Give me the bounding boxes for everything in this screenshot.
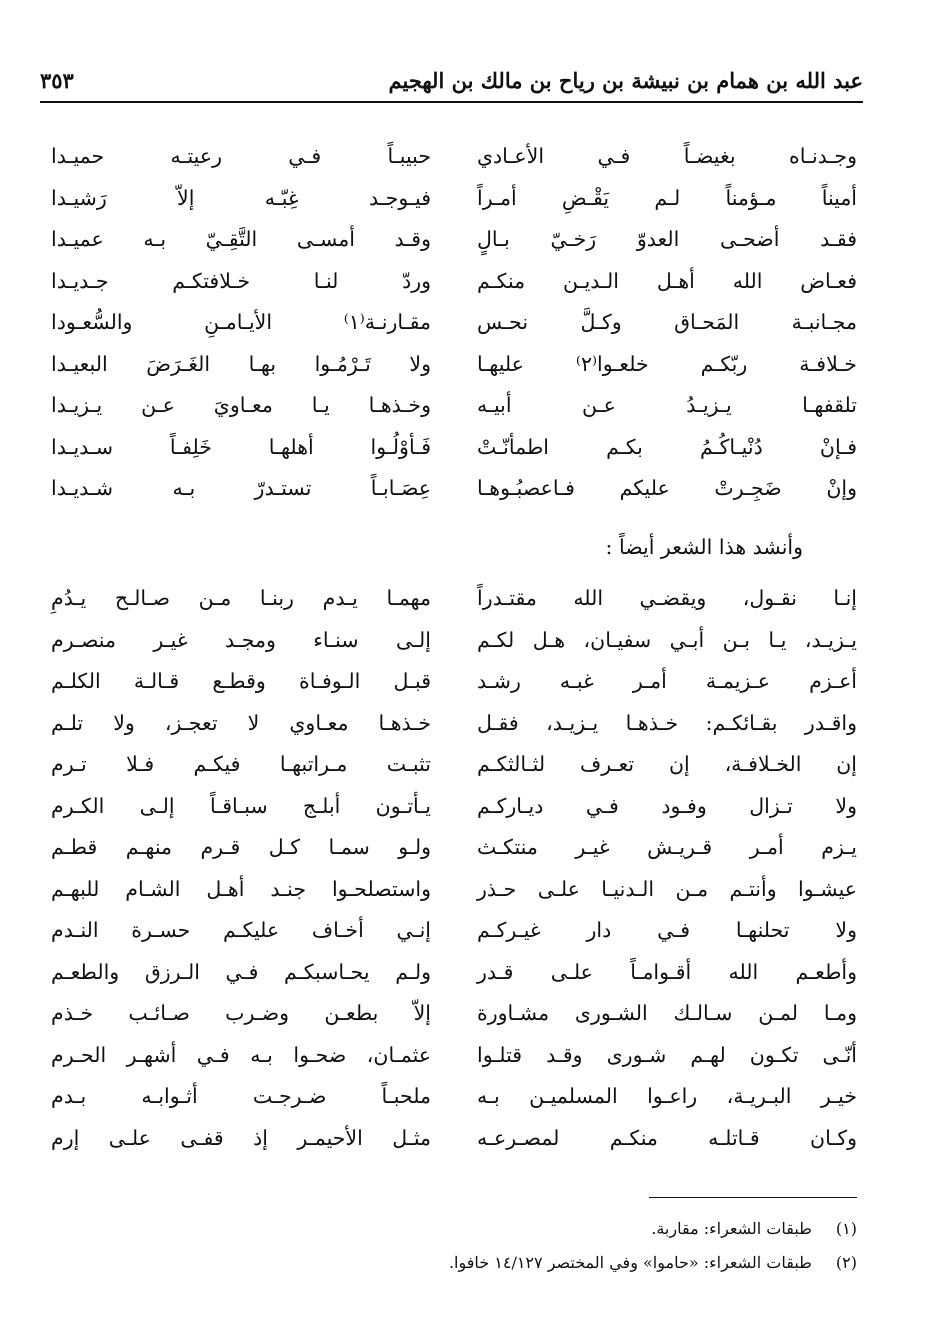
verse-line: واستصلحـوا جنـد أهـل الشـام للبهـم bbox=[51, 876, 431, 901]
footnote-number: (١) bbox=[835, 1219, 857, 1238]
verse-line: وخـذهـا يـا معـاويَ عـن يـزيـدا bbox=[51, 393, 431, 417]
verse-line: يـزم أمـر قـريـش غيـر منتكـث bbox=[477, 835, 857, 859]
verse-line: إن الخـلافـة، إن تعـرف لثـالثكـم bbox=[477, 752, 857, 776]
verse-line: فعـاض الله أهـل الـديـن منكـم bbox=[477, 268, 857, 293]
header-rule bbox=[40, 101, 863, 103]
verse-line: حبيبـاً فـي رعيتـه حميـدا bbox=[51, 144, 431, 168]
verse-line: فقـد أضحـى العدوّ رَخـيّ بـالٍ bbox=[477, 227, 857, 251]
verse-line: مثـل الأحيمـر إذ قفـى علـى إرم bbox=[51, 1125, 431, 1150]
page-header bbox=[40, 62, 863, 98]
verse-line: وجـدنـاه بغيضـاً فـي الأعـادي bbox=[477, 144, 857, 168]
verse-line: فَـأوْلُـوا أهلهـا خَلِفـاً سـديـدا bbox=[51, 434, 431, 459]
poem1-second-hemistichs bbox=[51, 136, 431, 510]
poem2-first-hemistichs bbox=[477, 578, 857, 1159]
footnote-rule bbox=[649, 1197, 857, 1198]
poem-intro: وأنشد هذا الشعر أيضاً : bbox=[605, 535, 803, 559]
verse-line: ومـا لمـن سـالـك الشـورى مشـاورة bbox=[477, 1001, 857, 1025]
verse-line: يـزيـد، يـا بـن أبـي سفيـان، هـل لكـم bbox=[477, 627, 857, 652]
verse-line: خـذهـا معـاوي لا تعجـز، ولا تلـم bbox=[51, 710, 431, 735]
verse-line: تثبـت مـراتبهـا فيكـم فـلا تـرم bbox=[51, 752, 431, 776]
running-title: عبد الله بن همام بن نبيشة بن رياح بن مالك بن الهجيم bbox=[388, 67, 863, 93]
verse-line: ولـم يحـاسبكـم فـي الـرزق والطعـم bbox=[51, 959, 431, 984]
verse-line: ولا تـزال وفـود فـي ديـاركـم bbox=[477, 793, 857, 818]
verse-line: عِصَـابـاً تستـدرّ بـه شـديـدا bbox=[51, 476, 431, 500]
verse-line: إنـا نقـول، ويقضـي الله مقتـدراً bbox=[477, 586, 857, 610]
verse-line: خيـر البـريـة، راعـوا المسلميـن بـه bbox=[477, 1084, 857, 1108]
poem2-second-hemistichs bbox=[51, 578, 431, 1159]
verse-line: وإنْ ضَجِـرتْ عليكم فـاعصبُـوهـا bbox=[477, 476, 857, 500]
page-number: ٣٥٣ bbox=[40, 67, 74, 93]
verse-line: عيشـوا وأنتـم مـن الـدنيـا علـى حـذر bbox=[477, 876, 857, 901]
verse-line: مهمـا يـدم ربنـا مـن صـالـح يـدُمِ bbox=[51, 586, 431, 610]
verse-line: إلاّ بطعـن وضـرب صـائـب خـذم bbox=[51, 1001, 431, 1025]
verse-line: ملحبـاً ضـرجـت أثـوابـه بـدم bbox=[51, 1084, 431, 1108]
footnote bbox=[449, 1212, 857, 1246]
footnote bbox=[449, 1246, 857, 1280]
verse-line: وأطعـم الله أقـوامـاً علـى قـدر bbox=[477, 959, 857, 984]
verse-line: قبـل الـوفـاة وقطـع قـالـة الكلـم bbox=[51, 669, 431, 693]
verse-line: أنّـى تكـون لهـم شـورى وقـد قتلـوا bbox=[477, 1042, 857, 1067]
verse-line: فيـوجـد غِبّـه إلاّ رَشيـدا bbox=[51, 185, 431, 210]
poem1-first-hemistichs bbox=[477, 136, 857, 510]
verse-line: فـإنْ دُنْيـاكُـمُ بكـم اطمأنّـتْ bbox=[477, 434, 857, 459]
verse-line: تلقفهـا يـزيـدُ عـن أبيـه bbox=[477, 393, 857, 417]
verse-line: خـلافـة ربّكـم خلعـوا⁽٢⁾ عليهـا bbox=[477, 351, 857, 376]
verse-line: أميناً مـؤمناً لـم يَقْـضِ أمـراً bbox=[477, 185, 857, 210]
verse-line: مجـانبـة المَحـاق وكـلَّ نحـس bbox=[477, 310, 857, 334]
verse-line: وردّ لنـا خـلافتكـم جـديـدا bbox=[51, 268, 431, 293]
verse-line: ولا تحلنهـا فـي دار غيـركـم bbox=[477, 918, 857, 942]
verse-line: إلـى سنـاء ومجـد غيـر منصـرم bbox=[51, 627, 431, 652]
verse-line: عثمـان، ضحـوا بـه فـي أشهـر الحـرم bbox=[51, 1042, 431, 1067]
verse-line: ولـو سمـا كـل قـرم منهـم قطـم bbox=[51, 835, 431, 859]
footnotes bbox=[449, 1212, 857, 1280]
verse-line: مقـارنـة⁽١⁾ الأيـامـنِ والسُّعـودا bbox=[51, 310, 431, 334]
verse-line: يـأتـون أبلـج سبـاقـاً إلـى الكـرم bbox=[51, 793, 431, 818]
verse-line: واقـدر بقـائكـم: خـذهـا يـزيـد، فقـل bbox=[477, 710, 857, 735]
verse-line: إنـي أخـاف عليكـم حسـرة النـدم bbox=[51, 918, 431, 942]
verse-line: ولا تَـرْمُـوا بهـا الغَـرَضَ البعيـدا bbox=[51, 351, 431, 376]
footnote-text: طبقات الشعراء: «حاموا» وفي المختصر ١٤/١٢٧ خافوا. bbox=[448, 1253, 812, 1272]
verse-line: أعـزم عـزيمـة أمـر غبـه رشـد bbox=[477, 669, 857, 693]
footnote-text: طبقات الشعراء: مقاربة. bbox=[651, 1219, 812, 1238]
verse-line: وكـان قـاتلـه منكـم لمصـرعـه bbox=[477, 1125, 857, 1150]
footnote-number: (٢) bbox=[835, 1253, 857, 1272]
verse-line: وقـد أمسـى التَّقِـيّ بـه عميـدا bbox=[51, 227, 431, 251]
